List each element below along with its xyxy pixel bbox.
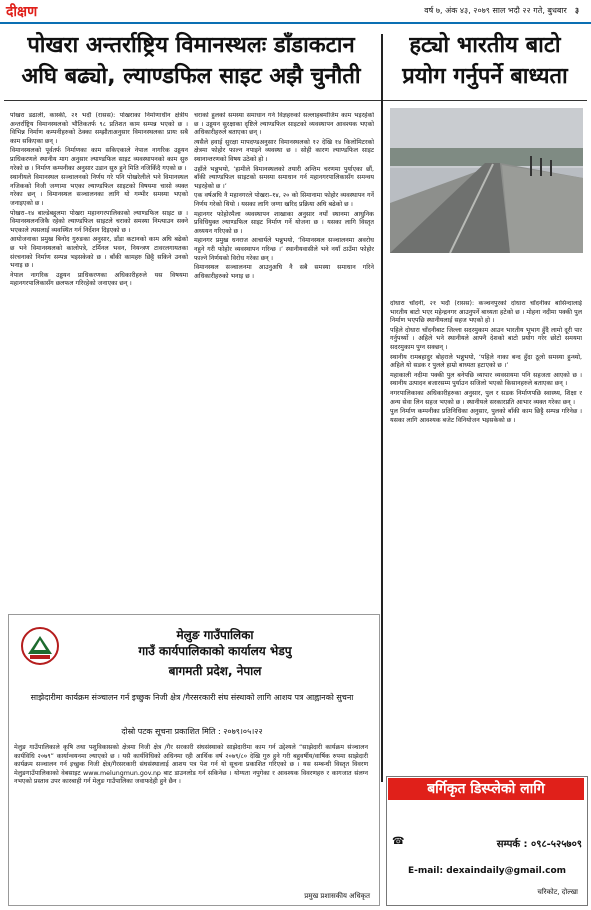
paragraph: नेपाल नागरिक उड्डयन प्राधिकरणका अधिकारीहरुले यस विषयमा महानगरपालिकासँग छलफल गरिरहेको जनाएका छन् ।	[10, 271, 188, 288]
ad-phone-line	[392, 836, 582, 850]
story1-column-1	[10, 112, 188, 582]
photo-illustration	[390, 108, 583, 253]
ad-email: E-mail: dexaindaily@gmail.com	[407, 866, 567, 876]
paragraph: चराको हुलको समस्या समाधान गर्न विज्ञहरुको सल्लाहबमोजिम काम भइरहेको छ । उड्डयन सुरक्षाका दृष्टिले ल्याण्डफिल साइटको व्यवस्थापन आवश्यक भएको अधिकारीहरुले बताएका छन् ।	[194, 112, 374, 137]
phone-number: ०९८-५२५७०९	[531, 839, 582, 850]
notice-body: मेलुङ गाउँपालिकाले कृषि तथा पशुविकासको क्षेत्रमा निजी क्षेत्र /गैर सरकारी संघसंस्थाको साझेदारीमा काम गर्न उद्देश्यले “साझेदारी कार्यक्रम संञ्चालन कार्यविधि २०७९” कार्यान्वयनमा ल्याएको छ । यसै कार्यविधिको अधिनमा रही आर्थिक वर्ष २०७९/८० देखि गुरु हुने गरी बहुवर्षीय/वार्षिक रुपमा साझेदारी कार्यक्रम सञ्चालन गर्न इच्छुक निजी क्षेत्र/गैरसरकारी संघसंस्थालाई आशय पत्र पेश गर्न यो सूचना प्रकाशित गरिएको छ । यस सम्बन्धी विस्तृत विवरण मेलुङगाउँपालिकाको वेबसाइट www.melungmun.gov.np बाट डाउनलोड गर्न सकिनेछ । योग्यता नपुगेका र आवश्यक विवरणहरु र कागजात संलग्न नभएको प्रस्ताव उपर कारबाही गर्न मेलुङ गाउँपालिका जवाफदेही हुने छैन ।	[14, 744, 368, 786]
headline-road: हट्यो भारतीय बाटो प्रयोग गर्नुपर्ने बाध्यता	[402, 33, 568, 89]
paragraph: एक वर्षअघि नै महानगरले पोखरा–१४, २० को सिमानामा फोहोर व्यवस्थापन गर्ने निर्णय गरेको थियो । यसका लागि जग्गा खरिद प्रक्रिया अघि बढेको छ ।	[194, 192, 374, 208]
column-divider	[381, 34, 383, 782]
issue-meta	[424, 5, 579, 16]
paragraph: विमानस्थलको पूर्वतर्फ निर्माणका काम सकिएकाले नेपाल नागरिक उड्डयन प्राधिकरणले स्थानीय माग अनुसार ल्याण्डफिल साइट व्यवस्थापनको काम सुरु गरेको छ । निर्माण कम्पनीका अनुसार उडान सुरु हुने मिति नजिकिँदै गएको छ ।	[10, 147, 188, 172]
paragraph: त्यसैले हवाई सुरक्षा मापदण्डअनुसार विमानस्थलको १२ देखि १४ किलोमिटरको क्षेत्रमा फोहोर फाल्न नपाइने व्यवस्था छ । सोही कारण ल्याण्डफिल साइट स्थानान्तरणको विषय उठेको हो ।	[194, 138, 374, 163]
paragraph: स्थानीय रामबहादुर बोहराले भन्नुभयो, ‘पहिले नाका बन्द हुँदा ठूलो समस्या हुन्थ्यो, अहिले यो सडक र पुलले हाम्रो बाध्यता हटाएको छ ।’	[390, 353, 582, 370]
notice-signature: प्रमुख प्रशासकीय अधिकृत	[304, 892, 370, 900]
paragraph: पोखरा–१४ बाल्डेबहुलमा पोखरा महानगरपालिकाको ल्याण्डफिल साइट छ । विमानस्थलनजिकै रहेको ल्याण्डफिल साइटले चराको समस्या निम्त्याउन सक्ने भएकाले त्यसलाई व्यवस्थित गर्न निर्देशन दिइएको छ ।	[10, 209, 188, 234]
paragraph: आयोजनाका प्रमुख बिनोद गुरुङका अनुसार, डाँडा कटानको काम अघि बढेको छ भने विमानस्थलको कालोपत्रे, टर्मिनल भवन, नियन्त्रण टावरलगायतका संरचनाको निर्माण सम्पन्न भइसकेको छ । बाँकी कामहरु छिट्टै सकिने उनको भनाइ छ ।	[10, 236, 188, 270]
notice-date: दोस्रो पटक सूचना प्रकाशित मिति : २०७९।०५।२२	[121, 727, 263, 736]
province-name: बागमती प्रदेश, नेपाल	[168, 664, 262, 678]
nepal-emblem-icon	[20, 626, 60, 666]
paragraph: महाकाली नदीमा पक्की पुल बनेपछि व्यापार व्यवसायमा पनि सहजता आएको छ । स्थानीय उत्पादन बजारसम्म पुर्याउन सजिलो भएको किसानहरुले बताएका छन् ।	[390, 371, 582, 388]
phone-icon: ☎	[392, 836, 405, 847]
paragraph: पोखरा डढाली, कास्की, २१ भदौ (रासस): पोखराका निर्माणाधीन क्षेत्रीय अन्तर्राष्ट्रिय विमानस्थलको भौतिकतर्फ ९८ प्रतिशत काम सम्पन्न भएको छ । विभिन्न निर्माण कम्पनीहरुको ठेक्का सम्झौताअनुसार विमानस्थलका प्रायः सबै काम सकिएका छन् ।	[10, 112, 188, 145]
office-name: गाउँ कार्यपालिकाको कार्यालय भेडपु	[138, 644, 292, 658]
ad-title: बर्गिकृत डिस्प्लेको लागि	[388, 778, 584, 800]
logo-text: दीक्षण	[6, 4, 38, 20]
paragraph: स्थानीयले विमानस्थल सञ्चालनको निर्णय गरे पनि पोखरेलीले भने विमानस्थल नजिकको निजी जग्गामा भएका ल्याण्डफिल साइटको विषयमा चासो व्यक्त गरेका छन् । विमानस्थल सञ्चालनका लागि यो गम्भीर समस्या भएको जनाइएको छ ।	[10, 174, 188, 207]
story2-body	[390, 300, 582, 660]
page-header	[0, 0, 591, 24]
paragraph: विमानस्थल सञ्चालनमा आउनुअघि नै सबै समस्या समाधान गरिने अधिकारीहरुको भनाइ छ ।	[194, 264, 374, 280]
paragraph: नगरपालिकाका अधिकारीहरुका अनुसार, पुल र सडक निर्माणपछि स्वास्थ्य, शिक्षा र अन्य सेवा लिन सहज भएको छ । स्थानीयले सरकारप्रति आभार व्यक्त गरेका छन् ।	[390, 389, 582, 406]
paragraph: दोधारा चाँदनी, २१ भदौ (रासस): कञ्चनपुरको दोधारा चाँदनीका बासिन्दालाई भारतीय बाटो भएर महेन्द्रनगर आउनुपर्ने बाध्यता हटेको छ । मोहना नदीमा पक्की पुल निर्माण भएपछि स्थानीयलाई सहज भएको हो ।	[390, 300, 582, 325]
headline-divider	[4, 100, 587, 101]
notice-subject: साझेदारीमा कार्यक्रम संञ्चालन गर्न इच्छुक निजी क्षेत्र /गैरसरकारी संघ संस्थाको लागि आशय पत्र आह्वानको सुचना	[30, 693, 354, 702]
issue-info: वर्ष ७, अंक ४३, २०७९ साल भदौ २२ गते, बुधबार	[424, 6, 567, 15]
paragraph: पुल निर्माण कम्पनीका प्रतिनिधिका अनुसार, पुलको बाँकी काम छिट्टै सम्पन्न गरिनेछ । यसका लागि आवश्यक बजेट विनियोजन भइसकेको छ ।	[390, 408, 582, 424]
paragraph: महानगर फोहोरमैला व्यवस्थापन शाखाका अनुसार नयाँ स्थानमा आधुनिक प्रविधियुक्त ल्याण्डफिल साइट निर्माण गर्ने योजना छ । यसका लागि विस्तृत अध्ययन गरिएको छ ।	[194, 210, 374, 235]
page-number: ३	[574, 6, 579, 15]
phone-label: सम्पर्क :	[496, 839, 528, 850]
story1-column-2	[194, 112, 374, 582]
paragraph: महानगर प्रमुख धनराज आचार्यले भन्नुभयो, ‘विमानस्थल सञ्चालनमा अवरोध नहुने गरी फोहोर व्यवस्थापन गरिन्छ ।’ स्थानीयवासीले भने नयाँ ठाउँमा फोहोर फाल्ने निर्णयको विरोध गरेका छन् ।	[194, 237, 374, 262]
paragraph: उहाँले भन्नुभयो, ‘हामीले विमानस्थलको तयारी अन्तिम चरणमा पुर्याएका छौं, बाँकी ल्याण्डफिल साइटको समस्या समाधान गर्न महानगरपालिकासँग समन्वय भइरहेको छ ।’	[194, 165, 374, 190]
bridge-road-photo	[390, 108, 583, 253]
municipality-name: मेलुङ गाउँपालिका	[176, 628, 254, 642]
headline-airport: पोखरा अन्तर्राष्ट्रिय विमानस्थलः डाँडाकटान अघि बढ्यो, ल्याण्डफिल साइट अझै चुनौती	[21, 33, 361, 89]
masthead-logo	[6, 2, 37, 21]
paragraph: पहिले दोधारा चाँदनीबाट जिल्ला सदरमुकाम आउन भारतीय भूभाग हुँदै लामो दूरी पार गर्नुपर्थ्यो । अहिले भने स्थानीयले आफ्नै देशको बाटो प्रयोग गरेर छोटो समयमा सदरमुकाम पुग्न सक्छन् ।	[390, 326, 582, 351]
ad-location: चरिकोट, दोल्खा	[537, 888, 578, 896]
